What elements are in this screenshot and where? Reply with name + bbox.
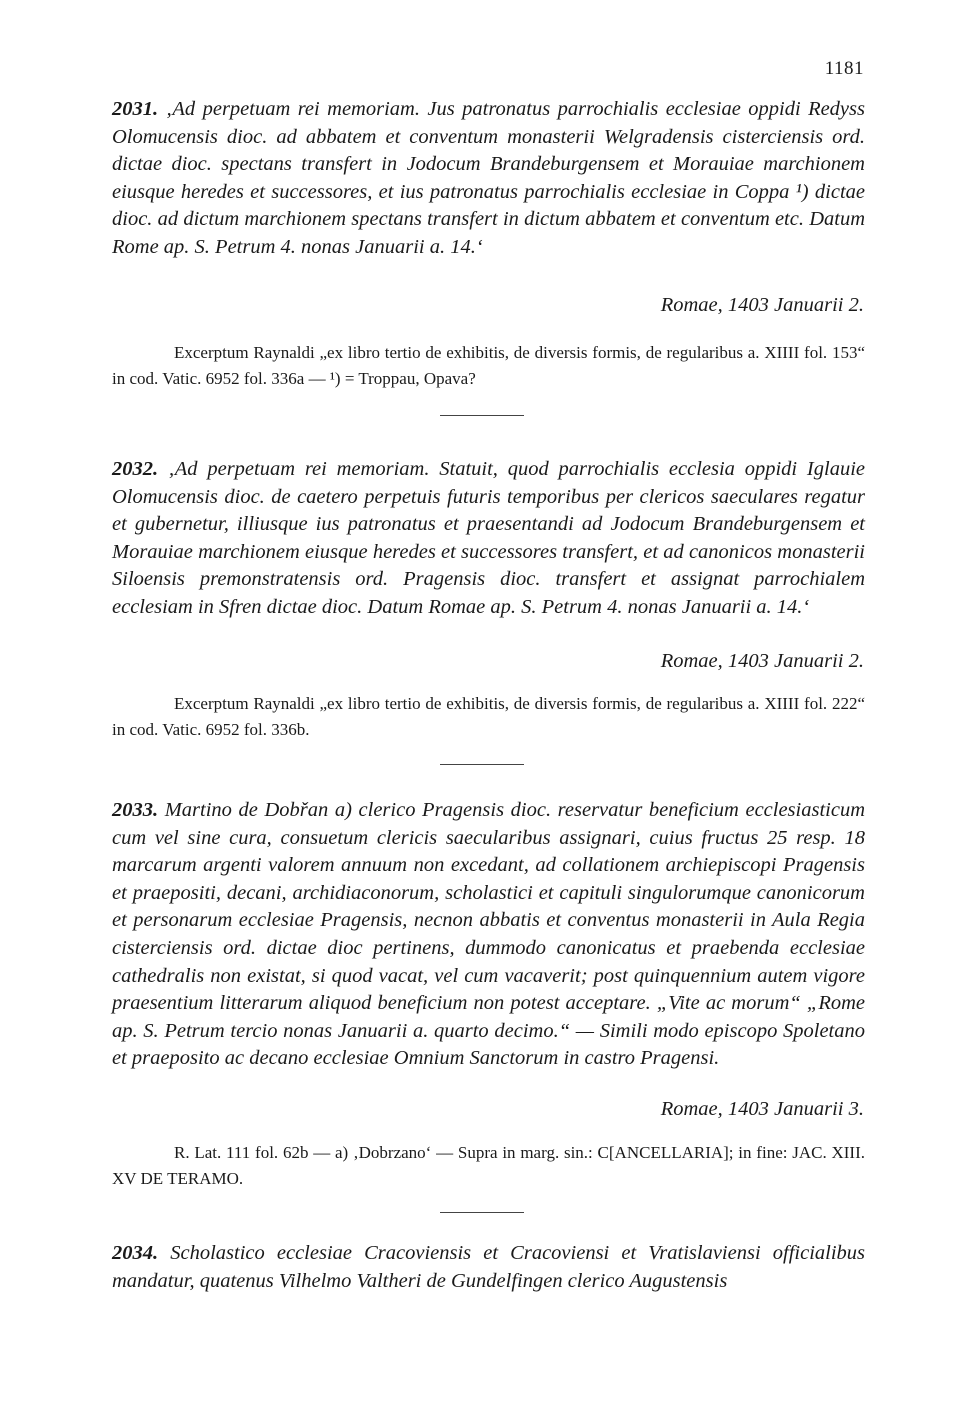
entry-number: 2031. <box>112 98 159 120</box>
entry-text: ‚Ad perpetuam rei memoriam. Statuit, quod parrochialis ecclesia oppidi Iglauie Olomucensis dioc. de caetero perpetuis futuris temporibus per clericos saeculares regatur et gubernetur, illiusque ius patronatus et praesentandi ad Jodocum Brandeburgensem et Morauiae marchionem eiusque heredes et successores transfert, et ad canonicos monasterii Siloensis premonstratensis ord. Pragensis dioc. transfert et assignat parrochialem ecclesiam in Sfren dictae dioc. Datum Romae ap. S. Petrum 4. nonas Januarii a. 14.‘ <box>112 458 865 618</box>
entry-date: Romae, 1403 Januarii 3. <box>660 1098 864 1120</box>
entry-number: 2034. <box>112 1242 159 1264</box>
entry-number: 2033. <box>112 799 159 821</box>
separator-rule <box>440 415 524 416</box>
entry-2031 <box>112 96 865 262</box>
page-number: 1181 <box>824 58 864 79</box>
note-text: Excerptum Raynaldi „ex libro tertio de exhibitis, de diversis formis, de regularibus a. XIIII fol. 153“ in cod. Vatic. 6952 fol. 336a — ¹) = Troppau, Opava? <box>112 343 865 388</box>
entry-note <box>112 691 865 742</box>
entry-date: Romae, 1403 Januarii 2. <box>660 650 864 672</box>
entry-2032 <box>112 456 865 622</box>
separator-rule <box>440 764 524 765</box>
entry-text: Scholastico ecclesiae Cracoviensis et Cracoviensi et Vratislaviensi officialibus mandatur, quatenus Vilhelmo Valtheri de Gundelfingen clerico Augustensis <box>112 1242 866 1292</box>
note-text: Excerptum Raynaldi „ex libro tertio de exhibitis, de diversis formis, de regularibus a. XIIII fol. 222“ in cod. Vatic. 6952 fol. 336b. <box>112 694 865 739</box>
note-text: R. Lat. 111 fol. 62b — a) ‚Dobrzano‘ — Supra in marg. sin.: C[ANCELLARIA]; in fine: JAC. XIII. XV DE TERAMO. <box>112 1143 865 1188</box>
entry-2033 <box>112 797 865 1073</box>
separator-rule <box>440 1212 524 1213</box>
entry-2034 <box>112 1240 865 1295</box>
entry-number: 2032. <box>112 458 159 480</box>
entry-date: Romae, 1403 Januarii 2. <box>660 294 864 316</box>
entry-note <box>112 1140 865 1191</box>
entry-text: Martino de Dobřan a) clerico Pragensis dioc. reservatur beneficium ecclesiasticum cum vel sine cura, consuetum clericis saecularibus assignari, cuius fructus 25 resp. 18 marcarum argenti valorem annuum non excedant, ad collationem archiepiscopi Pragensis et praepositi, decani, archidiaconorum, scholastici et capituli singulorumque canonicorum et personarum ecclesiae Pragensis, necnon abbatis et conventus monasterii in Aula Regia cisterciensis ord. dictae dioc pertinens, dummodo canonicatus et praebenda ecclesiae cathedralis non existat, si quod vacat, vel cum vacaverit; post quinquennium autem vigore praesentium litterarum aliquod beneficium non potest acceptare. „Vite ac morum“ „Rome ap. S. Petrum tercio nonas Januarii a. quarto decimo.“ — Simili modo episcopo Spoletano et praeposito ac decano ecclesiae Omnium Sanctorum in castro Pragensi. <box>112 799 866 1070</box>
entry-text: ‚Ad perpetuam rei memoriam. Jus patronatus parrochialis ecclesiae oppidi Redyss Olomucensis dioc. ad abbatem et conventum monasterii Welgradensis cisterciensis ord. dictae dioc. spectans transfert in Jodocum Brandeburgensem et Morauiae marchionem eiusque heredes et successores, et ius patronatus parrochialis ecclesiae in Coppa ¹) dictae dioc. ad dictum marchionem spectans transfert in dictum abbatem et conventum etc. Datum Rome ap. S. Petrum 4. nonas Januarii a. 14.‘ <box>112 98 865 258</box>
entry-note <box>112 340 865 391</box>
